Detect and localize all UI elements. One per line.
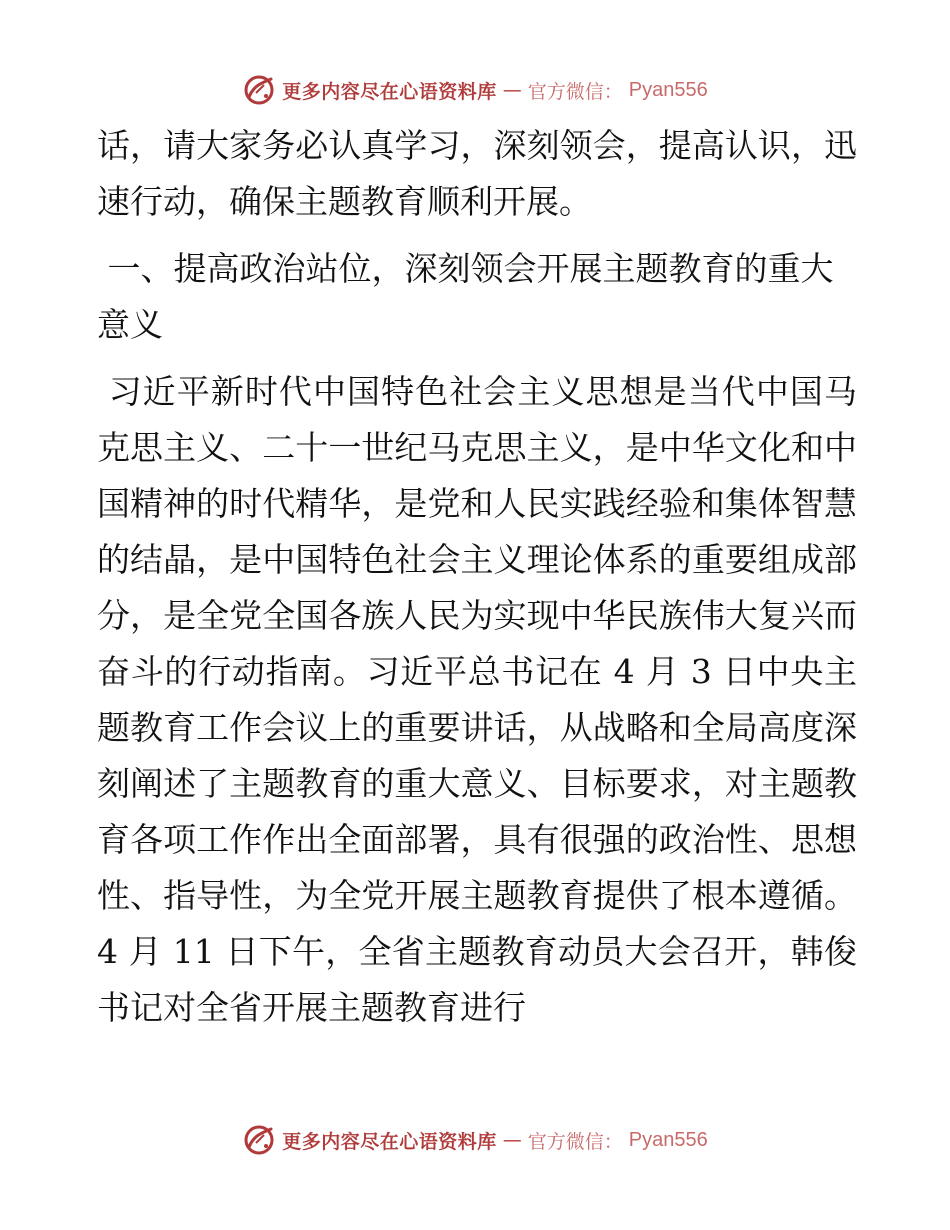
banner-separator: — [502,1129,522,1151]
banner-separator: — [502,79,522,101]
footer-banner [0,1120,950,1160]
banner-wechat-label: 官方微信： [527,1130,623,1153]
banner-title: 更多内容尽在心语资料库 [282,80,497,103]
paragraph-main: 习近平新时代中国特色社会主义思想是当代中国马克思主义、二十一世纪马克思主义，是中华文化和中国精神的时代精华，是党和人民实践经验和集体智慧的结晶，是中国特色社会主义理论体系的重要组成部分，是全党全国各族人民为实现中华民族伟大复兴而奋斗的行动指南。习近平总书记在 4 月 3 日中央主题教育工作会议上的重要讲话，从战略和全局高度深刻阐述了主题教育的重大意义、目标要求，对主题教育各项工作作出全面部署，具有很强的政治性、思想性、指导性，为全党开展主题教育提供了根本遵循。4 月 11 日下午，全省主题教育动员大会召开，韩俊书记对全省开展主题教育进行 [97,372,857,1027]
banner-wechat-label: 官方微信： [527,80,623,103]
banner-wechat-id: Pyan556 [628,1128,708,1151]
banner-wechat-id: Pyan556 [628,78,708,101]
paragraph-continued: 话，请大家务必认真学习，深刻领会，提高认识，迅速行动，确保主题教育顺利开展。 [97,126,857,221]
logo-icon [242,1123,276,1157]
document-body [97,118,857,1047]
header-banner [0,70,950,110]
section-heading: 一、提高政治站位，深刻领会开展主题教育的重大意义 [97,249,834,344]
banner-title: 更多内容尽在心语资料库 [282,1130,497,1153]
logo-icon [242,73,276,107]
